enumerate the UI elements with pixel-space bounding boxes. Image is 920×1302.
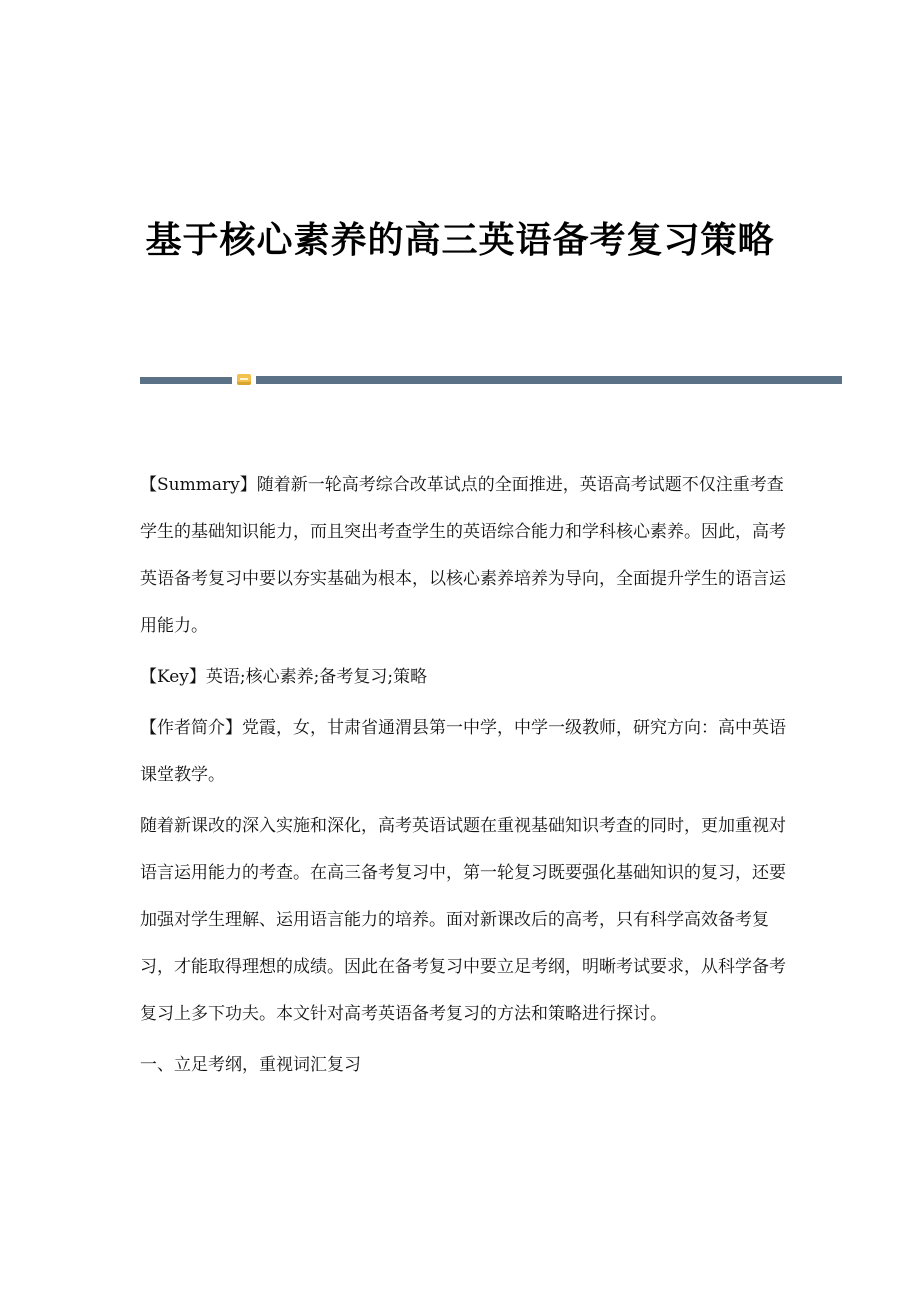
author-text: 党霞，女，甘肃省通渭县第一中学，中学一级教师，研究方向：高中英语课堂教学。 [140, 718, 786, 785]
key-tag: 【Key】 [140, 667, 206, 687]
key-paragraph [140, 654, 790, 701]
author-tag: 【作者简介】 [140, 718, 242, 738]
key-text: 英语;核心素养;备考复习;策略 [205, 667, 428, 687]
document-body [140, 462, 790, 1089]
intro-paragraph: 随着新课改的深入实施和深化，高考英语试题在重视基础知识考查的同时，更加重视对语言运用能力的考查。在高三备考复习中，第一轮复习既要强化基础知识的复习，还要加强对学生理解、运用语言能力的培养。面对新课改后的高考，只有科学高效备考复习，才能取得理想的成绩。因此在备考复习中要立足考纲，明晰考试要求，从科学备考复习上多下功夫。本文针对高考英语备考复习的方法和策略进行探讨。 [140, 816, 786, 1024]
summary-text: 随着新一轮高考综合改革试点的全面推进，英语高考试题不仅注重考查学生的基础知识能力，而且突出考查学生的英语综合能力和学科核心素养。因此，高考英语备考复习中要以夯实基础为根本，以核心素养培养为导向，全面提升学生的语言运用能力。 [140, 475, 786, 636]
section-heading: 一、立足考纲，重视词汇复习 [140, 1055, 361, 1075]
divider-bar-right [256, 376, 842, 384]
author-paragraph [140, 705, 790, 799]
document-title: 基于核心素养的高三英语备考复习策略 [145, 219, 775, 261]
summary-tag: 【Summary】 [140, 475, 257, 495]
summary-paragraph [140, 462, 790, 650]
divider-ornament-icon [237, 374, 251, 385]
title-divider [140, 374, 842, 388]
divider-bar-left [140, 377, 232, 384]
